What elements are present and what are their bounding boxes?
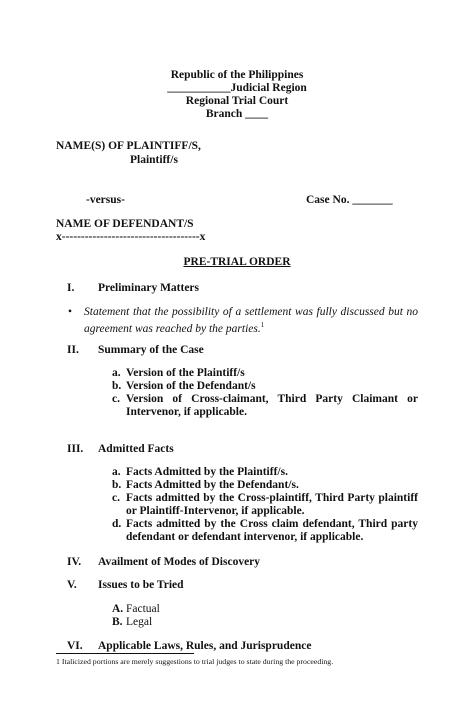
list-item: Facts admitted by the Cross claim defendant, Third party defendant or defendant intervenor, if applicable. <box>126 518 418 543</box>
section-numeral: VI. <box>67 640 83 652</box>
plaintiff-label: Plaintiff/s <box>130 154 178 166</box>
document-title: PRE-TRIAL ORDER <box>183 256 291 268</box>
header-court: Regional Trial Court <box>185 95 289 107</box>
section-numeral: II. <box>67 344 79 356</box>
list-marker: b. <box>112 380 122 392</box>
settlement-statement <box>84 306 418 336</box>
section-heading-discovery: Availment of Modes of Discovery <box>98 556 261 568</box>
section-numeral: IV. <box>67 556 82 568</box>
footnote-text: 1 Italicized portions are merely suggestions to trial judges to state during the proceeding. <box>56 657 334 666</box>
defendant-name: NAME OF DEFENDANT/S <box>56 218 194 230</box>
bullet-marker: • <box>68 306 73 318</box>
section-heading-preliminary: Preliminary Matters <box>98 282 200 294</box>
section-numeral: V. <box>67 579 77 591</box>
header-branch: Branch ____ <box>205 108 269 120</box>
list-marker: c. <box>112 393 120 405</box>
list-item: Version of the Defendant/s <box>126 380 256 392</box>
plaintiff-name: NAME(S) OF PLAINTIFF/S, <box>56 140 201 152</box>
list-marker: b. <box>112 479 122 491</box>
list-item: Factual <box>126 603 160 615</box>
section-numeral: III. <box>67 443 84 455</box>
footnote-divider <box>56 653 194 654</box>
header-republic: Republic of the Philippines <box>170 69 304 81</box>
section-heading-applicable-laws: Applicable Laws, Rules, and Jurisprudence <box>98 640 312 652</box>
caption-separator: x------------------------------------x <box>56 231 206 243</box>
statement-text: Statement that the possibility of a settlement was fully discussed but no agreement was reached by the parties. <box>84 306 418 335</box>
list-marker: a. <box>112 466 121 478</box>
list-marker: c. <box>112 492 120 504</box>
list-item: Version of the Plaintiff/s <box>126 367 245 379</box>
header-judicial-region: ___________Judicial Region <box>167 82 307 94</box>
list-item: Legal <box>126 616 153 628</box>
list-marker: B. <box>112 616 123 628</box>
section-numeral: I. <box>67 282 75 294</box>
section-heading-summary: Summary of the Case <box>98 344 204 356</box>
list-marker: d. <box>112 518 122 530</box>
footnote-reference: 1 <box>260 321 265 329</box>
list-marker: A. <box>112 603 124 615</box>
versus-label: -versus- <box>86 194 125 206</box>
list-item: Facts admitted by the Cross-plaintiff, Third Party plaintiff or Plaintiff-Intervenor, if applicable. <box>126 492 418 517</box>
section-heading-admitted-facts: Admitted Facts <box>98 443 174 455</box>
list-item: Facts Admitted by the Plaintiff/s. <box>126 466 288 478</box>
list-marker: a. <box>112 367 121 379</box>
list-item: Version of Cross-claimant, Third Party Claimant or Intervenor, if applicable. <box>126 393 418 418</box>
case-number: Case No. _______ <box>306 194 393 206</box>
list-item: Facts Admitted by the Defendant/s. <box>126 479 299 491</box>
section-heading-issues: Issues to be Tried <box>98 579 184 591</box>
